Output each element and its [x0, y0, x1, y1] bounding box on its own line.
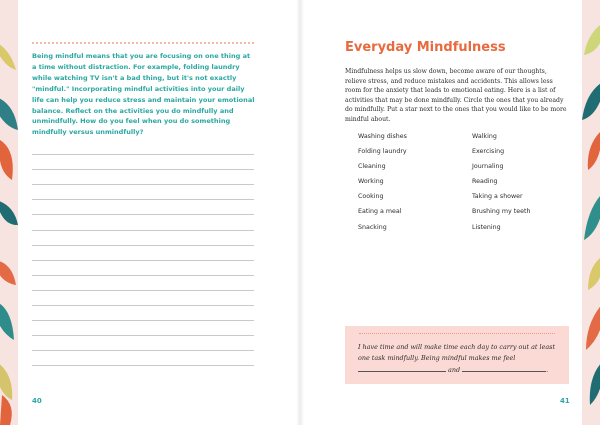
book-gutter: [296, 0, 304, 425]
pledge-blank-1[interactable]: [358, 364, 446, 372]
page-number-left: 40: [32, 397, 42, 405]
right-botanical-border: [582, 0, 600, 425]
activity-item[interactable]: Walking: [472, 133, 497, 140]
pledge-blank-2[interactable]: [462, 364, 549, 375]
writing-line[interactable]: [32, 351, 254, 366]
writing-line[interactable]: [32, 246, 254, 261]
intro-paragraph: Mindfulness helps us slow down, become aware of our thoughts, relieve stress, and reduce mistakes and accidents. This allows less room for the anxiety that leads to emotional eating. Here is a list of activities that may be done mindfully. Circle the ones that you already do mindfully. Put a star next to the ones that you would like to be more mindful about.: [345, 68, 567, 123]
activity-item[interactable]: Taking a shower: [472, 193, 523, 201]
activity-item[interactable]: Reading: [472, 178, 498, 186]
writing-line[interactable]: [32, 306, 254, 321]
activity-item[interactable]: Cooking: [358, 193, 384, 201]
page-title: Everyday Mindfulness: [345, 40, 506, 55]
writing-line[interactable]: [32, 231, 254, 246]
activity-item[interactable]: Folding laundry: [358, 148, 407, 156]
page-number-right: 41: [560, 397, 570, 405]
activity-item[interactable]: Cleaning: [358, 163, 386, 171]
writing-line[interactable]: [32, 170, 254, 185]
activity-item[interactable]: Journaling: [472, 163, 504, 171]
writing-lines[interactable]: [32, 140, 254, 366]
pledge-statement: [358, 342, 563, 377]
activity-item[interactable]: Working: [358, 178, 384, 186]
writing-line[interactable]: [32, 291, 254, 306]
left-botanical-border: [0, 0, 18, 425]
writing-line[interactable]: [32, 321, 254, 336]
writing-line[interactable]: [32, 200, 254, 215]
activity-item[interactable]: Washing dishes: [358, 133, 407, 140]
pledge-text-end: .: [546, 366, 549, 375]
activity-item[interactable]: Eating a meal: [358, 208, 402, 216]
writing-line[interactable]: [32, 155, 254, 170]
pledge-text-start: I have time and will make time each day to carry out at least one task mindfully. Being mindful makes me feel: [358, 343, 556, 363]
writing-line[interactable]: [32, 140, 254, 155]
activity-list: [358, 132, 568, 238]
activity-item[interactable]: Brushing my teeth: [472, 208, 531, 216]
writing-line[interactable]: [32, 215, 254, 230]
activity-item[interactable]: Listening: [472, 223, 501, 231]
pledge-box: [345, 326, 569, 384]
writing-line[interactable]: [32, 336, 254, 351]
pledge-text-and: and: [448, 366, 461, 375]
activity-item[interactable]: Exercising: [472, 148, 505, 156]
writing-line[interactable]: [32, 185, 254, 200]
writing-line[interactable]: [32, 261, 254, 276]
activity-item[interactable]: Snacking: [358, 223, 387, 231]
prompt-dotted-rule: [32, 42, 254, 44]
pledge-dotted-rule: [359, 333, 555, 334]
journal-prompt: Being mindful means that you are focusing on one thing at a time without distraction. For example, folding laundry while watching TV isn't a bad thing, but it's not exactly "mindful." Incorporating mindful activities into your daily life can help you reduce stress and maintain your emotional balance. Reflect on the activities you do mindfully and unmindfully. How do you feel when you do something mindfully versus unmindfully?: [32, 52, 255, 137]
writing-line[interactable]: [32, 276, 254, 291]
